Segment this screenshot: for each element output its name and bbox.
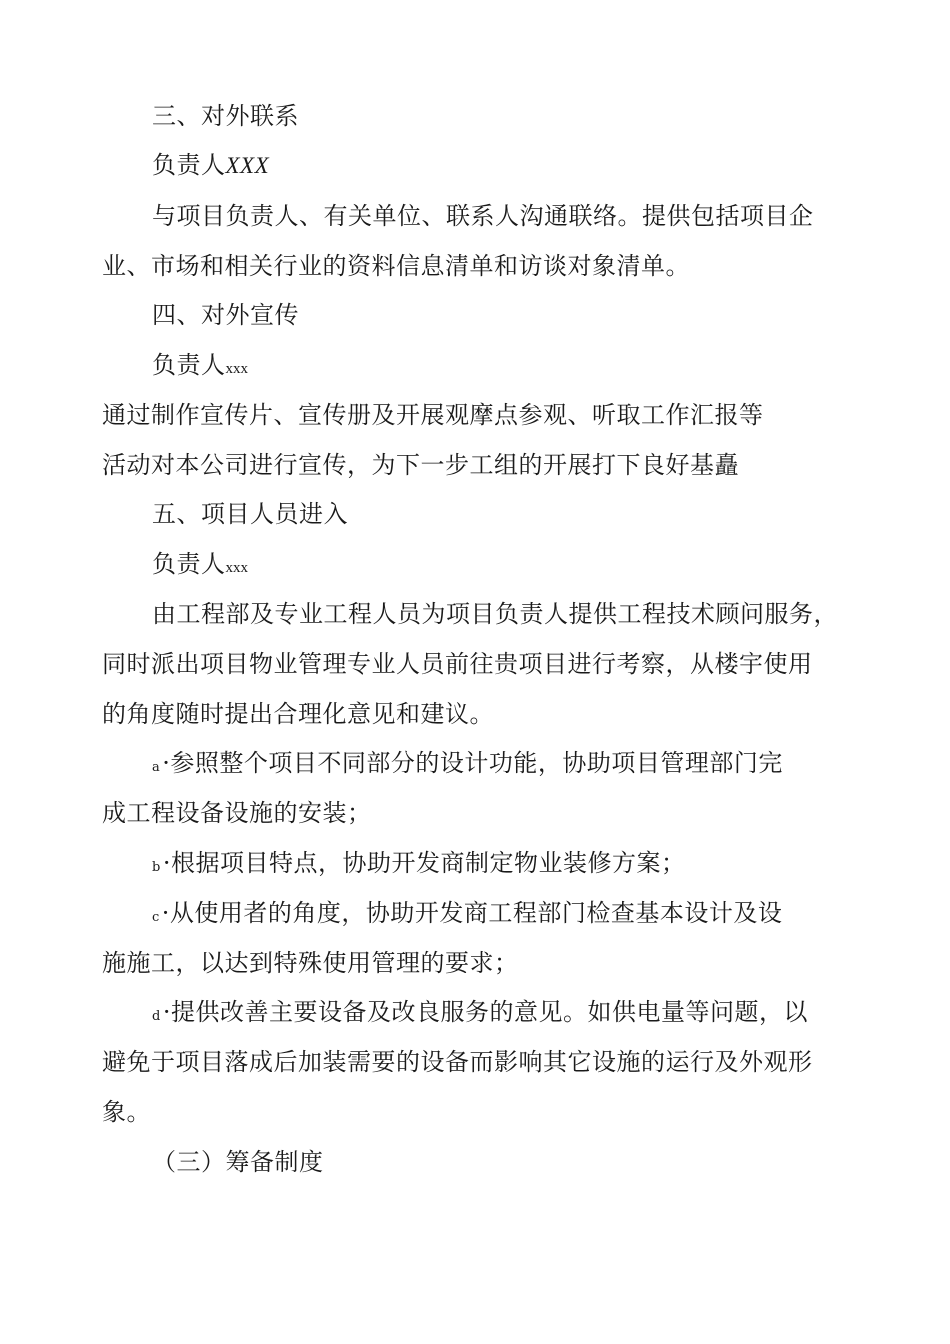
list-marker: c	[152, 910, 160, 925]
list-item-text: ·提供改善主要设备及改良服务的意见。如供电量等问题，以	[162, 998, 808, 1026]
section-owner-line	[152, 150, 269, 181]
paragraph-line: 业、市场和相关行业的资料信息清单和访谈对象清单。	[102, 252, 690, 280]
list-item-text: ·参照整个项目不同部分的设计功能，协助项目管理部门完	[162, 749, 783, 777]
section-owner-line	[152, 350, 248, 384]
paragraph-line: 通过制作宣传片、宣传册及开展观摩点参观、听取工作汇报等	[102, 401, 764, 429]
paragraph-line: 象。	[102, 1098, 151, 1126]
section-heading-external-contact: 三、对外联系	[152, 102, 299, 130]
paragraph-line: 施施工，以达到特殊使用管理的要求；	[102, 949, 519, 977]
paragraph-line: 活动对本公司进行宣传，为下一步工组的开展打下良好基矗	[102, 451, 739, 479]
subsection-heading: （三）筹备制度	[152, 1148, 324, 1176]
section-heading-personnel-entry: 五、项目人员进入	[152, 500, 348, 528]
list-item-c	[152, 898, 782, 933]
paragraph-line: 由工程部及专业工程人员为项目负责人提供工程技术顾问服务，	[152, 600, 838, 628]
paragraph-line: 的角度随时提出合理化意见和建议。	[102, 700, 494, 728]
list-item-a	[152, 748, 783, 783]
list-item-text: ·从使用者的角度，协助开发商工程部门检查基本设计及设	[161, 899, 783, 927]
paragraph-line: 成工程设备设施的安装；	[102, 799, 372, 827]
paragraph-line: 避免于项目落成后加装需要的设备而影响其它设施的运行及外观形	[102, 1048, 813, 1076]
section-heading-external-publicity: 四、对外宣传	[152, 301, 299, 329]
owner-name: XXX	[225, 153, 270, 178]
list-item-b	[152, 848, 685, 883]
list-item-text: ·根据项目特点，协助开发商制定物业装修方案；	[162, 849, 686, 877]
owner-name: xxx	[225, 560, 248, 576]
paragraph-line: 同时派出项目物业管理专业人员前往贵项目进行考察，从楼宇使用	[102, 650, 813, 678]
section-owner-line	[152, 549, 248, 583]
owner-label: 负责人	[152, 151, 226, 179]
list-marker: b	[152, 860, 161, 875]
owner-label: 负责人	[152, 351, 226, 379]
list-marker: a	[152, 760, 161, 775]
owner-label: 负责人	[152, 550, 226, 578]
list-item-d	[152, 997, 808, 1032]
owner-name: xxx	[225, 361, 248, 377]
paragraph-line: 与项目负责人、有关单位、联系人沟通联络。提供包括项目企	[152, 202, 814, 230]
list-marker: d	[152, 1009, 161, 1024]
